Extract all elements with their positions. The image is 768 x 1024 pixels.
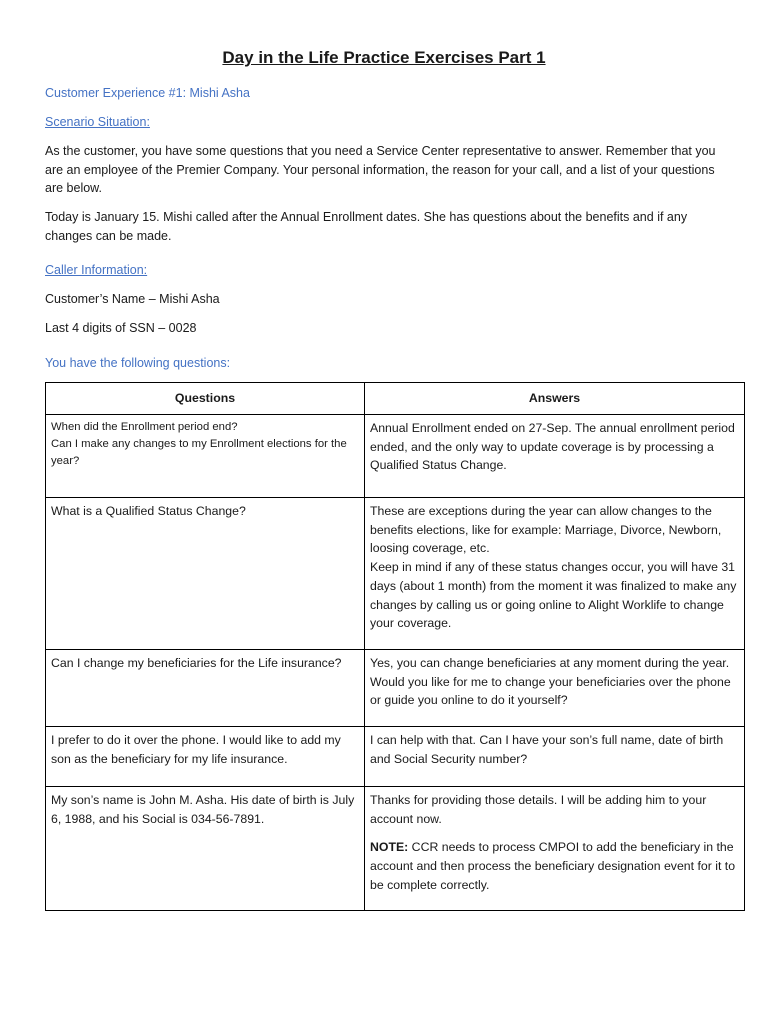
answer-cell: Yes, you can change beneficiaries at any moment during the year. Would you like for me to change your beneficiaries over the phone or guide you online to do it yourself?: [365, 650, 745, 727]
table-row: [46, 787, 745, 911]
question-cell: Can I change my beneficiaries for the Life insurance?: [46, 650, 365, 727]
table-row: [46, 415, 745, 498]
customer-experience-heading: Customer Experience #1: Mishi Asha: [45, 86, 250, 100]
questions-header: Questions: [46, 383, 365, 415]
note-block: [370, 838, 739, 894]
table-row: [46, 727, 745, 787]
answer-cell: Annual Enrollment ended on 27-Sep. The annual enrollment period ended, and the only way to update coverage is by processing a Qualified Status Change.: [365, 415, 745, 498]
ssn-line: Last 4 digits of SSN – 0028: [45, 321, 197, 335]
table-row: [46, 650, 745, 727]
page-title: Day in the Life Practice Exercises Part 1: [222, 48, 546, 67]
question-line: When did the Enrollment period end?: [51, 421, 238, 433]
question-cell: My son’s name is John M. Asha. His date of birth is July 6, 1988, and his Social is 034-56-7891.: [46, 787, 365, 911]
answer-text: Thanks for providing those details. I will be adding him to your account now.: [370, 793, 707, 826]
qa-table: [45, 382, 745, 911]
answers-header: Answers: [365, 383, 745, 415]
note-label: NOTE:: [370, 840, 409, 855]
note-text: CCR needs to process CMPOI to add the beneficiary in the account and then process the beneficiary designation event for it to be complete correctly.: [370, 840, 736, 892]
answer-cell: [365, 498, 745, 650]
context-paragraph: Today is January 15. Mishi called after the Annual Enrollment dates. She has questions about the benefits and if any changes can be made.: [45, 210, 688, 243]
scenario-paragraph: As the customer, you have some questions that you need a Service Center representative to answer. Remember that you are an employee of the Premier Company. Your personal information, the reason for your call, and a list of your questions are below.: [45, 144, 716, 195]
questions-intro: You have the following questions:: [45, 356, 231, 370]
customer-name: Customer’s Name – Mishi Asha: [45, 292, 220, 306]
question-line: Can I make any changes to my Enrollment elections for the year?: [51, 438, 347, 467]
table-header-row: [46, 383, 745, 415]
scenario-heading: Scenario Situation:: [45, 115, 150, 129]
question-cell: What is a Qualified Status Change?: [46, 498, 365, 650]
caller-info-heading: Caller Information:: [45, 263, 148, 277]
table-row: [46, 498, 745, 650]
question-cell: I prefer to do it over the phone. I would like to add my son as the beneficiary for my life insurance.: [46, 727, 365, 787]
question-cell: [46, 415, 365, 498]
answer-cell: [365, 787, 745, 911]
answer-text: Keep in mind if any of these status changes occur, you will have 31 days (about 1 month) from the moment it was finalized to make any changes by calling us or going online to Alight Worklife to change your coverage.: [370, 560, 737, 631]
answer-cell: I can help with that. Can I have your son’s full name, date of birth and Social Security number?: [365, 727, 745, 787]
answer-text: These are exceptions during the year can allow changes to the benefits elections, like for example: Marriage, Divorce, Newborn, loosing coverage, etc.: [370, 504, 722, 556]
